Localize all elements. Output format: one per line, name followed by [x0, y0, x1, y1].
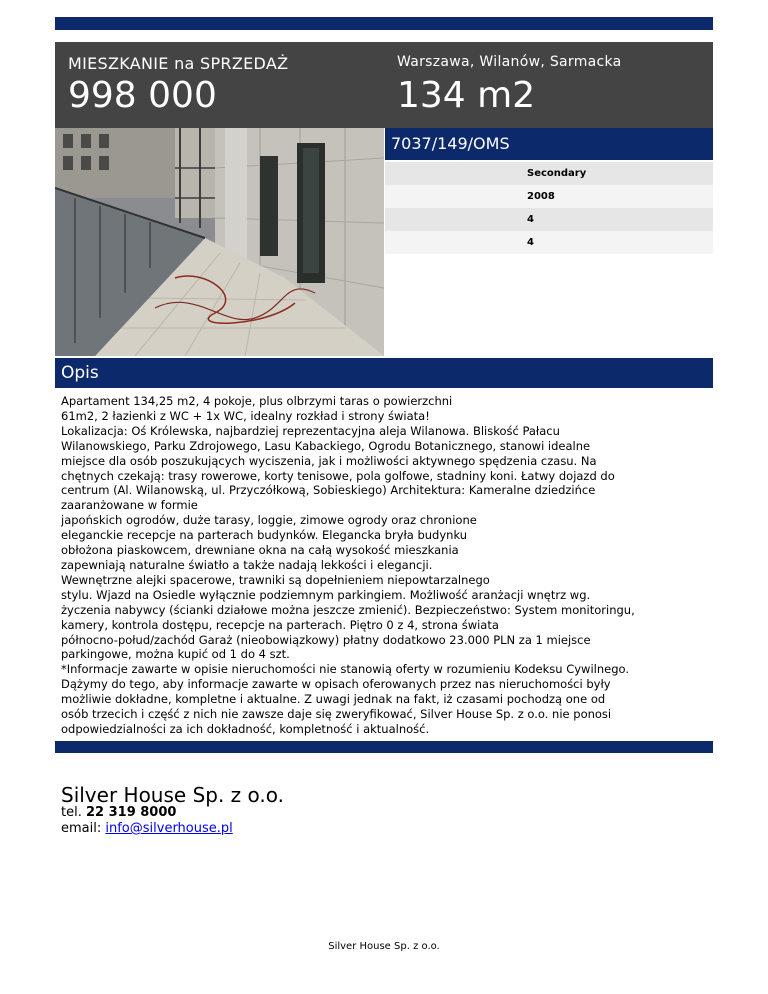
description-line: Lokalizacja: Oś Królewska, najbardziej reprezentacyjna aleja Wilanowa. Bliskość Pałacu [61, 423, 560, 438]
location: Warszawa, Wilanów, Sarmacka [397, 54, 622, 70]
area: 134 m2 [397, 75, 536, 116]
description-line: życzenia nabywcy (ścianki działowe można jeszcze zmienić). Bezpieczeństwo: System monitoringu, [61, 602, 635, 617]
email-label: email: [61, 821, 102, 836]
description-line: zapewniają naturalne światło a także nadają lekkości i elegancji. [61, 557, 433, 572]
description-line: odpowiedzialności za ich dokładność, kompletność i aktualność. [61, 721, 430, 736]
top-divider-bar [55, 17, 713, 30]
agency-name: Silver House Sp. z o.o. [61, 783, 285, 807]
description-line: Dążymy do tego, aby informacje zawarte w opisach oferowanych przez nas nieruchomości były [61, 677, 611, 692]
email-link[interactable]: info@silverhouse.pl [105, 821, 233, 836]
description-line: miejsce dla osób poszukujących wyciszenia, jak i możliwości aktywnego spędzenia czasu. Na [61, 453, 597, 468]
reference-number: 7037/149/OMS [391, 134, 510, 153]
description-line: Wewnętrzne alejki spacerowe, trawniki są dopełnieniem niepowtarzalnego [61, 572, 490, 587]
description-text [61, 394, 713, 737]
description-line: centrum (Al. Wilanowską, ul. Przyczółkową, Sobieskiego) Architektura: Kameralne dziedzińce [61, 483, 596, 498]
description-line: zaaranżowane w formie [61, 498, 198, 513]
description-line: osób trzecich i część z nich nie zawsze daje się zweryfikować, Silver House Sp. z o.o. nie ponosi [61, 707, 612, 722]
description-line: północno-połud/zachód Garaż (nieobowiązkowy) płatny dodatkowo 23.000 PLN za 1 miejsce [61, 632, 591, 647]
description-heading: Opis [61, 363, 99, 383]
attribute-row-year: 2008 [385, 185, 713, 208]
description-line: chętnych czekają: trasy rowerowe, korty tenisowe, pola golfowe, stadniny koni. Łatwy dojazd do [61, 468, 615, 483]
offer-type: MIESZKANIE na SPRZEDAŻ [68, 54, 289, 73]
attributes-table [385, 162, 713, 254]
description-line: możliwie dokładne, kompletne i aktualne. Z uwagi jednak na fakt, iż czasami pochodzą one od [61, 692, 606, 707]
price: 998 000 [68, 75, 217, 116]
description-line: eleganckie recepcje na parterach budynków. Elegancka bryła budynku [61, 528, 468, 543]
listing-header [55, 42, 713, 128]
attribute-row-rooms: 4 [385, 208, 713, 231]
attribute-row-market: Secondary [385, 162, 713, 185]
attribute-row-floors: 4 [385, 231, 713, 254]
phone-number: 22 319 8000 [85, 805, 177, 820]
phone-label: tel. [61, 805, 82, 820]
page-footer: Silver House Sp. z o.o. [328, 941, 440, 952]
agency-contact [61, 805, 233, 837]
description-line: stylu. Wjazd na Osiedle wyłącznie podziemnym parkingiem. Możliwość aranżacji wnętrz wg. [61, 587, 591, 602]
email-line [61, 821, 233, 837]
phone-line [61, 805, 233, 821]
description-line: Apartament 134,25 m2, 4 pokoje, plus olbrzymi taras o powierzchni [61, 394, 453, 408]
reference-number-bar [385, 128, 713, 160]
description-line: obłożona piaskowcem, drewniane okna na całą wysokość mieszkania [61, 543, 459, 558]
description-line: *Informacje zawarte w opisie nieruchomości nie stanowią oferty w rozumieniu Kodeksu Cywilnego. [61, 662, 629, 677]
description-line: kamery, kontrola dostępu, recepcje na parterach. Piętro 0 z 4, strona świata [61, 617, 499, 632]
description-line: Wilanowskiego, Parku Zdrojowego, Lasu Kabackiego, Ogrodu Botanicznego, stanowi idealne [61, 438, 591, 453]
description-line: japońskich ogrodów, duże tarasy, loggie, zimowe ogrody oraz chronione [61, 513, 477, 528]
description-line: parkingowe, można kupić od 1 do 4 szt. [61, 647, 290, 662]
bottom-divider-bar [55, 741, 713, 753]
description-heading-bar [55, 358, 713, 388]
description-line: 61m2, 2 łazienki z WC + 1x WC, idealny rozkład i strony świata! [61, 408, 430, 423]
property-photo [55, 128, 384, 356]
